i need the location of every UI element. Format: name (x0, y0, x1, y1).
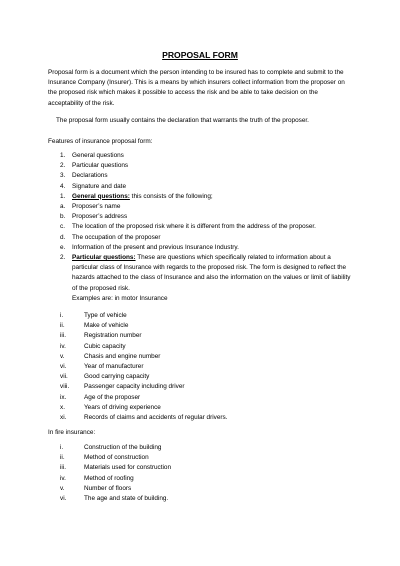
list-item: v. Number of floors (60, 484, 132, 492)
declaration-paragraph: The proposal form usually contains the declaration that warrants the truth of the proposer. (56, 117, 309, 124)
general-questions-item: 1. General questions: this consists of the following; (60, 192, 213, 200)
list-item: ii. Method of construction (60, 454, 149, 462)
fire-insurance-heading: In fire insurance: (48, 429, 96, 436)
intro-paragraph: Proposal form is a document which the person intending to be insured has to complete and submit to the Insurance Company (Insurer). This is a means by which insurers collect information from the proposer on the proposed risk which makes it possible to access the risk and be able to take decision on the acceptability of the risk. (48, 69, 345, 107)
list-item: e. Information of the present and previous Insurance Industry. (60, 243, 239, 251)
list-item: vii. Good carrying capacity (60, 373, 150, 381)
list-item: iv. Cubic capacity (60, 342, 126, 350)
list-item: viii. Passenger capacity including driver (60, 383, 185, 391)
list-item: a. Proposer’s name (60, 203, 121, 211)
list-item: 4. Signature and date (60, 182, 127, 190)
list-item: iv. Method of roofing (60, 474, 134, 482)
particular-questions-term: Particular questions: (72, 254, 136, 262)
examples-line: Examples are: in motor Insurance (72, 294, 168, 302)
list-item: ix. Age of the proposer (60, 393, 141, 401)
fire-insurance-list (0, 443, 400, 504)
motor-insurance-list (0, 311, 400, 423)
features-heading: Features of insurance proposal form: (48, 138, 153, 145)
list-item: ii. Make of vehicle (60, 322, 129, 330)
general-questions-term: General questions: (72, 192, 130, 200)
particular-questions-item: 2. Particular questions: These are questions which specifically related to information about a particular class of Insurance with regards to the proposed risk. The form is designed to reflect the hazards attached to the class of Insurance and also the information on the values or limit of liability of the proposed risk. (60, 254, 351, 292)
list-item: 2. Particular questions (60, 162, 129, 170)
list-item: v. Chasis and engine number (60, 352, 161, 360)
list-item: vi. The age and state of building. (60, 495, 169, 503)
list-item: c. The location of the proposed risk where it is different from the address of the proposer. (60, 223, 316, 231)
list-item: i. Construction of the building (60, 444, 162, 451)
list-item: b. Proposer’s address (60, 213, 128, 221)
list-item: x. Years of driving experience (60, 403, 161, 411)
list-item: iii. Registration number (60, 332, 142, 340)
features-list (0, 151, 400, 304)
list-item: iii. Materials used for construction (60, 464, 172, 472)
page-title: PROPOSAL FORM (162, 50, 238, 60)
list-item: vi. Year of manufacturer (60, 363, 144, 371)
list-item: d. The occupation of the proposer (60, 233, 161, 241)
list-item: 3. Declarations (60, 172, 108, 180)
list-item: i. Type of vehicle (60, 312, 127, 319)
list-item: xi. Records of claims and accidents of regular drivers. (60, 414, 228, 422)
list-item: 1. General questions (60, 152, 124, 159)
